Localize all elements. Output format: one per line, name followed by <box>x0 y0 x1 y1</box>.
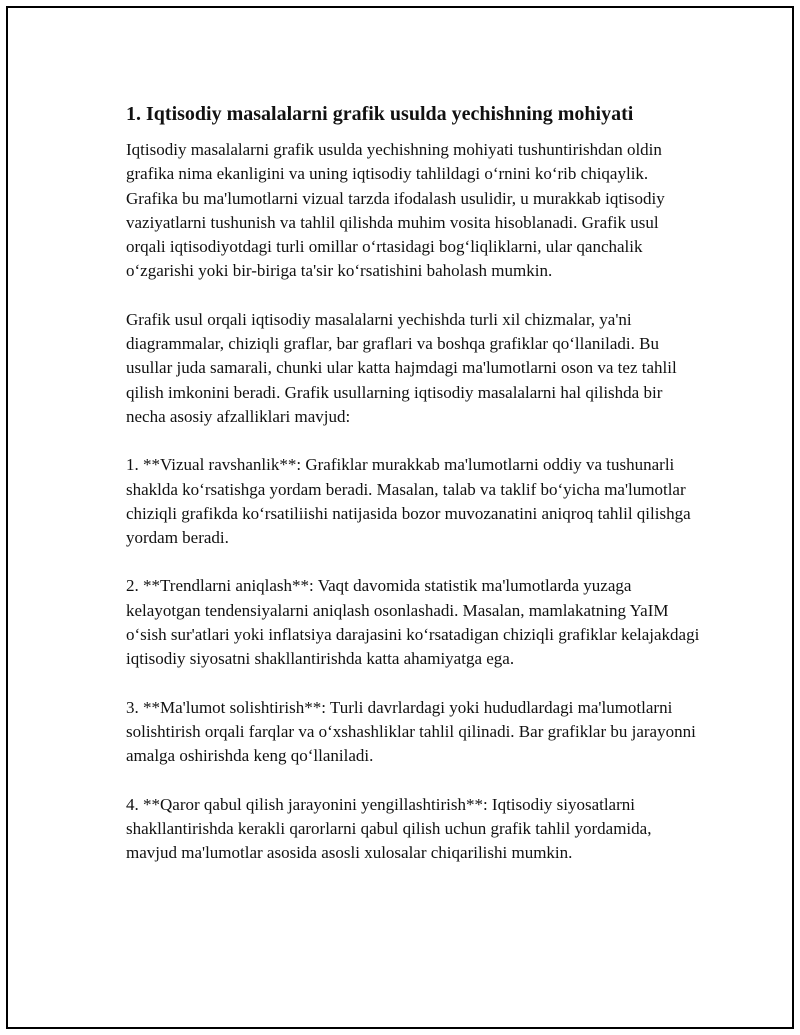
document-body <box>126 100 701 889</box>
page-frame <box>6 6 794 1029</box>
list-item-decision-making: 4. **Qaror qabul qilish jarayonini yengillashtirish**: Iqtisodiy siyosatlarni shakllantirishda kerakli qarorlarni qabul qilish uchun grafik tahlil yordamida, mavjud ma'lumotlar asosida asosli xulosalar chiqarilishi mumkin. <box>126 794 652 863</box>
paragraph-methods: Grafik usul orqali iqtisodiy masalalarni yechishda turli xil chizmalar, ya'ni diagrammalar, chiziqli graflar, bar graflari va boshqa grafiklar qoʻllaniladi. Bu usullar juda samarali, chunki ular katta hajmdagi ma'lumotlarni oson va tez tahlil qilish imkonini beradi. Grafik usullarning iqtisodiy masalalarni hal qilishda bir necha asosiy afzalliklari mavjud: <box>126 309 677 426</box>
list-item-data-comparison: 3. **Ma'lumot solishtirish**: Turli davrlardagi yoki hududlardagi ma'lumotlarni solishtirish orqali farqlar va oʻxshashliklar tahlil qilinadi. Bar grafiklar bu jarayonni amalga oshirishda keng qoʻllaniladi. <box>126 697 696 766</box>
paragraph-intro: Iqtisodiy masalalarni grafik usulda yechishning mohiyati tushuntirishdan oldin grafika nima ekanligini va uning iqtisodiy tahlildagi oʻrnini koʻrib chiqaylik. Grafika bu ma'lumotlarni vizual tarzda ifodalash usulidir, u murakkab iqtisodiy vaziyatlarni tushunish va tahlil qilishda muhim vosita hisoblanadi. Grafik usul orqali iqtisodiyotdagi turli omillar oʻrtasidagi bogʻliqliklarni, ular qanchalik oʻzgarishi yoki bir-biriga ta'sir koʻrsatishini baholash mumkin. <box>126 140 665 281</box>
list-item-trends: 2. **Trendlarni aniqlash**: Vaqt davomida statistik ma'lumotlarda yuzaga kelayotgan tendensiyalarni aniqlash osonlashadi. Masalan, mamlakatning YaIM oʻsish sur'atlari yoki inflatsiya darajasini koʻrsatadigan chiziqli grafiklar kelajakdagi iqtisodiy siyosatni shakllantirishda katta ahamiyatga ega. <box>126 576 700 669</box>
document-title: 1. Iqtisodiy masalalarni grafik usulda yechishning mohiyati <box>126 103 634 125</box>
list-item-visual-clarity: 1. **Vizual ravshanlik**: Grafiklar murakkab ma'lumotlarni oddiy va tushunarli shaklda koʻrsatishga yordam beradi. Masalan, talab va taklif boʻyicha ma'lumotlar chiziqli grafikda koʻrsatiliishi natijasida bozor muvozanatini aniqroq tahlil qilishga yordam beradi. <box>126 455 691 548</box>
